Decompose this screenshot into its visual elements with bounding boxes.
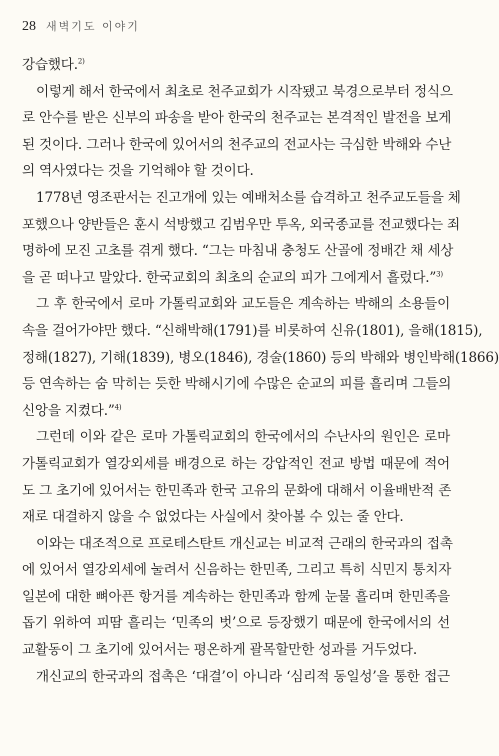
text-line <box>22 424 450 451</box>
line-text: 을 곧 떠나고 말았다. 한국교회의 최초의 순교의 피가 그에게서 흘렀다.” <box>22 269 437 286</box>
text-line <box>22 451 450 478</box>
text-line <box>22 371 450 398</box>
text-line <box>22 291 450 318</box>
line-text: 된 것이다. 그러나 한국에 있어서의 천주교의 전교사는 극심한 박해와 수난 <box>22 136 452 153</box>
line-text: 재로 대결하지 않을 수 없었다는 사실에서 찾아볼 수 있는 줄 안다. <box>22 509 404 526</box>
body-text <box>22 52 499 752</box>
line-text: 이와는 대조적으로 프로테스탄트 개신교는 비교적 근래의 한국과의 접촉 <box>36 535 453 552</box>
line-text: 신앙을 지켰다.” <box>22 402 115 419</box>
text-line <box>22 637 450 664</box>
text-line <box>22 79 453 106</box>
text-line <box>22 531 453 558</box>
line-text: 강습했다. <box>22 57 78 73</box>
text-line <box>22 185 461 212</box>
line-text: 에 있어서 열강외세에 눌려서 신음하는 한민족, 그리고 특히 식민지 통치자 <box>22 562 452 579</box>
text-line <box>22 398 450 425</box>
line-text: 명하에 모진 고초를 겪게 했다. “그는 마침내 충청도 산골에 정배간 채 세상 <box>22 243 454 260</box>
page-number: 28 <box>22 19 36 34</box>
line-text: 돕기 위하여 피땀 흘리는 ‘민족의 벗’으로 등장했기 때문에 한국에서의 선 <box>22 615 450 632</box>
text-line <box>22 318 483 345</box>
line-text: 등 연속하는 숨 막히는 듯한 박해시기에 수많은 순교의 피를 흘리며 그들의 <box>22 376 452 393</box>
line-text: 일본에 대한 뼈아픈 항거를 계속하는 한민족과 함께 눈물 흘리며 한민족을 <box>22 588 450 605</box>
text-line <box>22 105 450 132</box>
running-title: 새벽기도 이야기 <box>46 20 140 33</box>
line-text: 로 안수를 받은 신부의 파송을 받아 한국의 천주교는 본격적인 발전을 보게 <box>22 110 452 127</box>
line-text: 의 역사였다는 것을 기억해야 할 것이다. <box>22 163 254 180</box>
line-text: 도 그 초기에 있어서는 한민족과 한국 고유의 문화에 대해서 이율배반적 존 <box>22 482 452 499</box>
line-text: 그 후 한국에서 로마 가톨릭교회와 교도들은 계속하는 박해의 소용들이 <box>36 296 450 313</box>
text-line <box>22 158 450 185</box>
line-text: 속을 걸어가야만 했다. “신해박해(1791)를 비롯하여 신유(1801), 을해(1815), <box>22 322 483 339</box>
text-line <box>22 557 450 584</box>
line-text: 정해(1827), 기해(1839), 병오(1846), 경술(1860) 등의 박해와 병인박해(1866) <box>22 349 499 366</box>
text-line <box>22 664 450 691</box>
footnote-marker: 2) <box>77 57 85 66</box>
text-line <box>22 212 460 239</box>
line-text: 교활동이 그 초기에 있어서는 평온하게 괄목할만한 성과를 거두었다. <box>22 642 418 659</box>
line-text: 개신교의 한국과의 접촉은 ‘대결’이 아니라 ‘심리적 동일성’을 통한 접근 <box>36 668 450 685</box>
line-text: 가톨릭교회가 열강외세를 배경으로 하는 강압적인 전교 방법 때문에 적어 <box>22 455 450 472</box>
text-line <box>22 238 454 265</box>
text-line <box>22 610 450 637</box>
line-text: 1778년 영조판서는 진고개에 있는 예배처소를 습격하고 천주교도들을 체 <box>36 189 461 206</box>
text-line <box>22 584 450 611</box>
text-line <box>22 504 450 531</box>
line-text: 이렇게 해서 한국에서 최초로 천주교회가 시작됐고 북경으로부터 정식으 <box>36 83 453 100</box>
footnote-marker: 4) <box>114 403 122 412</box>
text-line <box>22 478 450 505</box>
text-line <box>22 345 499 372</box>
text-line <box>22 132 450 159</box>
text-line <box>22 52 450 79</box>
line-text: 그런데 이와 같은 로마 가톨릭교회의 한국에서의 수난사의 원인은 로마 <box>36 429 450 446</box>
footnote-marker: 3) <box>436 270 443 279</box>
text-line <box>22 265 450 292</box>
line-text: 포했으나 양반들은 훈시 석방했고 김범우만 투옥, 외국종교를 전교했다는 죄 <box>22 216 460 233</box>
page-header <box>22 18 140 38</box>
